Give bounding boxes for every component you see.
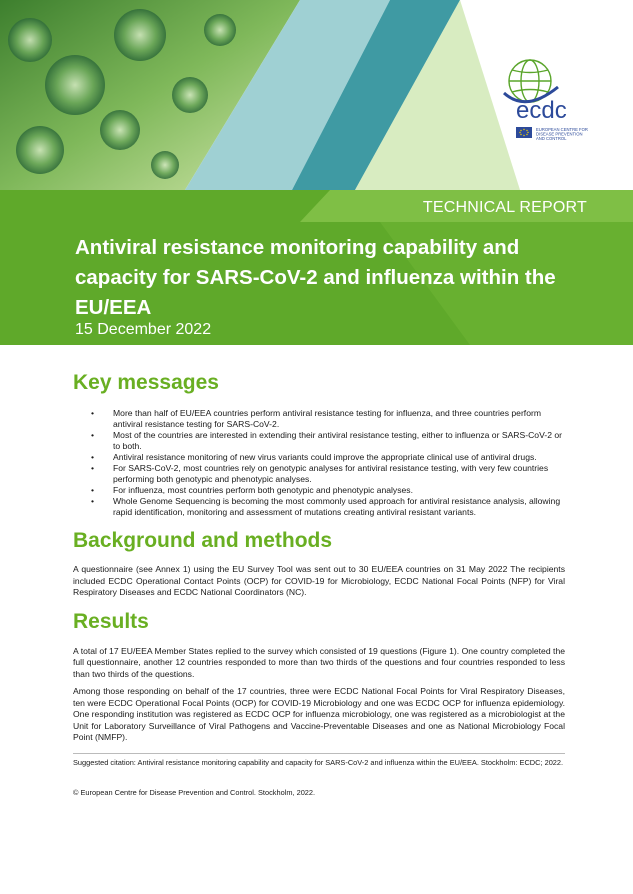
svg-text:DISEASE PREVENTION: DISEASE PREVENTION bbox=[536, 131, 583, 137]
cover-header bbox=[0, 0, 633, 345]
results-section bbox=[73, 609, 565, 744]
results-paragraph: Among those responding on behalf of the 17 countries, three were ECDC National Focal Points for Viral Respiratory Diseases, ten were ECDC Operational Focal Points (OCP) for COVID-19 Microbiology and one was ECDC OCP for influenza epidemiology. One responding institution was registered as ECDC OCP for influenza microbiology, one was registered as a microbiologist at the Unit for Laboratory Surveillance of Viral Pathogens and Vaccine-Preventable Diseases and one as National Microbiology Focal Point (NMFP). bbox=[73, 686, 565, 742]
document-title: Antiviral resistance monitoring capability and capacity for SARS-CoV-2 and influenza within the EU/EEA bbox=[75, 236, 556, 319]
report-type-label: TECHNICAL REPORT bbox=[422, 199, 587, 216]
list-item: • Antiviral resistance monitoring of new virus variants could improve the appropriate clinical use of antiviral drugs. bbox=[113, 452, 565, 463]
copyright-notice: © European Centre for Disease Prevention and Control. Stockholm, 2022. bbox=[73, 788, 316, 797]
publication-date: 15 December 2022 bbox=[75, 321, 212, 338]
svg-text:ecdc: ecdc bbox=[516, 97, 567, 124]
key-messages-section bbox=[73, 370, 565, 518]
key-messages-list bbox=[73, 408, 565, 518]
svg-text:AND CONTROL: AND CONTROL bbox=[536, 136, 567, 141]
list-item: • Most of the countries are interested in extending their antiviral resistance testing, either to influenza or SARS-CoV-2 or to both. bbox=[113, 430, 565, 452]
section-heading-key-messages: Key messages bbox=[73, 371, 219, 394]
background-section bbox=[73, 528, 565, 599]
results-paragraph: A total of 17 EU/EEA Member States replied to the survey which consisted of 19 questions (Figure 1). One country completed the full questionnaire, another 12 countries responded to more than two thirds of the questions and four countries responded to less than two thirds of the questions. bbox=[73, 645, 565, 679]
section-heading-results: Results bbox=[73, 609, 149, 633]
document-body bbox=[73, 370, 565, 797]
svg-text:EUROPEAN CENTRE FOR: EUROPEAN CENTRE FOR bbox=[536, 127, 588, 132]
list-item: • For influenza, most countries perform both genotypic and phenotypic analyses. bbox=[113, 485, 565, 496]
list-item: • More than half of EU/EEA countries perform antiviral resistance testing for influenza, and three countries perform antiviral resistance testing for SARS-CoV-2. bbox=[113, 408, 565, 430]
list-item: • Whole Genome Sequencing is becoming the most commonly used approach for antiviral resistance analysis, allowing rapid identification, monitoring and assessment of mutations creating antiviral resistant variants. bbox=[113, 496, 565, 518]
suggested-citation: Suggested citation: Antiviral resistance monitoring capability and capacity for SARS-CoV-2 and influenza within the EU/EEA. Stockholm: ECDC; 2022. bbox=[73, 757, 564, 767]
ecdc-logo bbox=[496, 55, 606, 150]
section-heading-background: Background and methods bbox=[73, 529, 333, 552]
background-paragraph: A questionnaire (see Annex 1) using the EU Survey Tool was sent out to 30 EU/EEA countries on 31 May 2022 The recipients included ECDC Operational Contact Points (OCP) for COVID-19 for Microbiology, ECDC National Focal Points (NFP) for Viral Respiratory Diseases and ECDC National Coordinators (NC). bbox=[73, 564, 565, 597]
list-item: • For SARS-CoV-2, most countries rely on genotypic analyses for antiviral resistance testing, with very few countries performing both genotypic and phenotypic analyses. bbox=[113, 463, 565, 485]
footer-divider bbox=[73, 753, 565, 754]
